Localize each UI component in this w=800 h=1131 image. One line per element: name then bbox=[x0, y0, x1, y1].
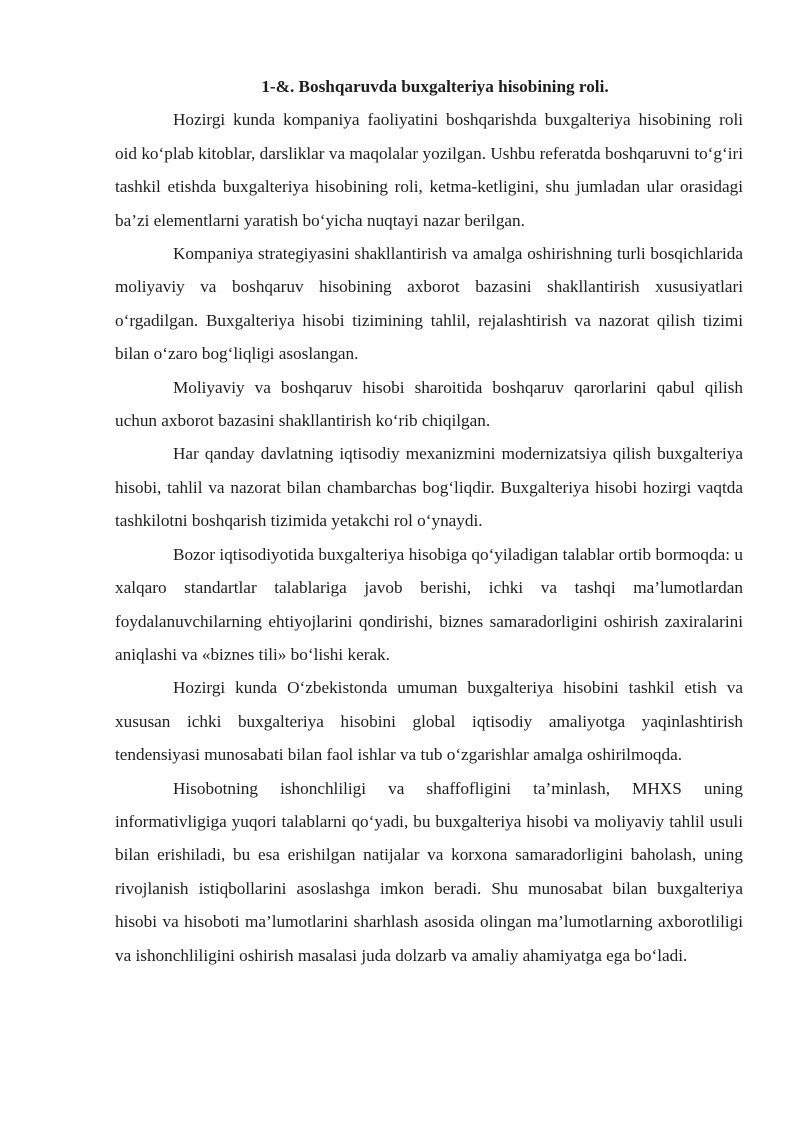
paragraph: Hisobotning ishonchliligi va shaffofligini ta’minlash, MHXS uning informativligiga yuqori talablarni qo‘yadi, bu buxgalteriya hisobi va moliyaviy tahlil usuli bilan erishiladi, bu esa erishilgan natijalar va korxona samaradorligini baholash, uning rivojlanish istiqbollarini asoslashga imkon beradi. Shu munosabat bilan buxgalteriya hisobi va hisoboti ma’lumotlarini sharhlash asosida olingan ma’lumotlarning axborotliligi va ishonchliligini oshirish masalasi juda dolzarb va amaliy ahamiyatga ega bo‘ladi. bbox=[115, 778, 743, 965]
document-page bbox=[115, 70, 743, 972]
paragraph: Hozirgi kunda kompaniya faoliyatini boshqarishda buxgalteriya hisobining roli oid ko‘plab kitoblar, darsliklar va maqolalar yozilgan. Ushbu referatda boshqaruvni to‘g‘iri tashkil etishda buxgalteriya hisobining roli, ketma-ketligini, shu jumladan ular orasidagi ba’zi elementlarni yaratish bo‘yicha nuqtayi nazar berilgan. bbox=[115, 110, 743, 230]
paragraph: Moliyaviy va boshqaruv hisobi sharoitida boshqaruv qarorlarini qabul qilish uchun axborot bazasini shakllantirish ko‘rib chiqilgan. bbox=[115, 377, 743, 431]
paragraph: Hozirgi kunda O‘zbekistonda umuman buxgalteriya hisobini tashkil etish va xususan ichki buxgalteriya hisobini global iqtisodiy amaliyotga yaqinlashtirish tendensiyasi munosabati bilan faol ishlar va tub o‘zgarishlar amalga oshirilmoqda. bbox=[115, 678, 743, 765]
paragraph: Har qanday davlatning iqtisodiy mexanizmini modernizatsiya qilish buxgalteriya hisobi, tahlil va nazorat bilan chambarchas bog‘liqdir. Buxgalteriya hisobi hozirgi vaqtda tashkilotni boshqarish tizimida yetakchi rol o‘ynaydi. bbox=[115, 444, 743, 531]
paragraph: Kompaniya strategiyasini shakllantirish va amalga oshirishning turli bosqichlarida moliyaviy va boshqaruv hisobining axborot bazasini shakllantirish xususiyatlari o‘rgadilgan. Buxgalteriya hisobi tizimining tahlil, rejalashtirish va nazorat qilish tizimi bilan o‘zaro bog‘liqligi asoslangan. bbox=[115, 244, 743, 364]
paragraph: Bozor iqtisodiyotida buxgalteriya hisobiga qo‘yiladigan talablar ortib bormoqda: u xalqaro standartlar talablariga javob berishi, ichki va tashqi ma’lumotlardan foydalanuvchilarning ehtiyojlarini qondirishi, biznes samaradorligini oshirish zaxiralarini aniqlashi va «biznes tili» bo‘lishi kerak. bbox=[115, 544, 743, 664]
document-title: 1-&. Boshqaruvda buxgalteriya hisobining roli. bbox=[261, 77, 609, 96]
